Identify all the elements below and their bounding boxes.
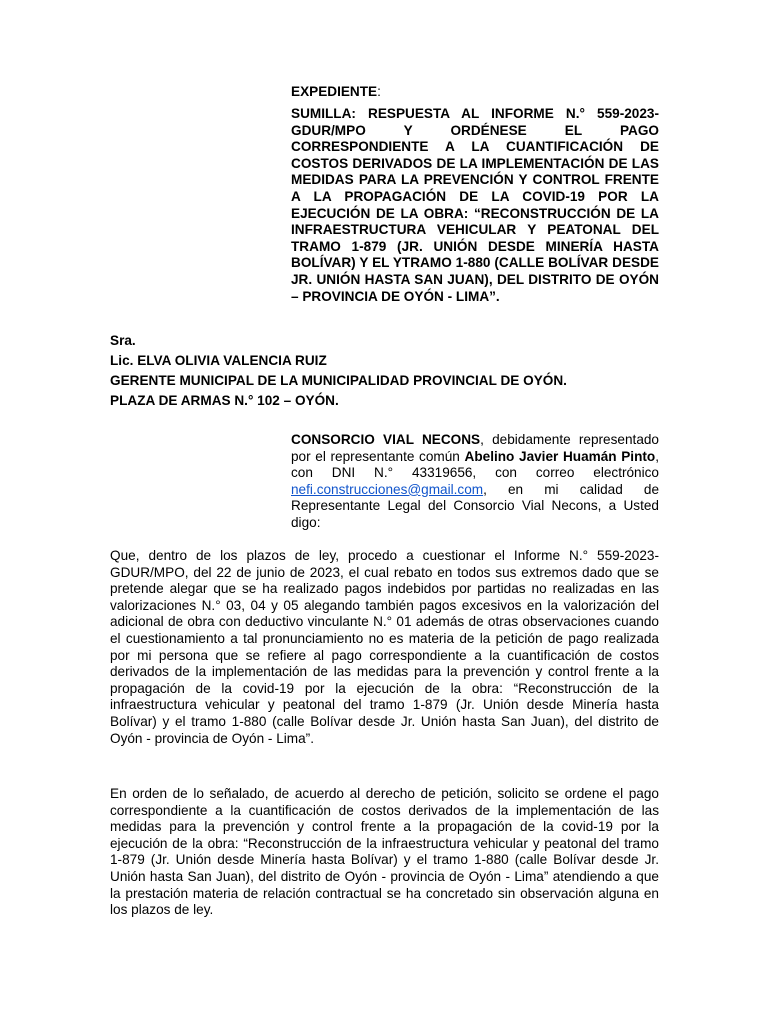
intro-text-2: , con DNI N.° 43319656, con correo electrónico [291,448,659,481]
expediente-label: EXPEDIENTE [291,84,378,99]
expediente-line [291,84,659,101]
addressee-salutation: Sra. [110,333,136,348]
addressee-address: PLAZA DE ARMAS N.° 102 – OYÓN. [110,393,339,408]
intro-text-3: , en mi calidad de Representante Legal del Consorcio Vial Necons, a Usted digo: [291,481,659,530]
company-name: CONSORCIO VIAL NECONS [291,432,481,447]
addressee-position: GERENTE MUNICIPAL DE LA MUNICIPALIDAD PROVINCIAL DE OYÓN. [110,373,567,388]
representative-name: Abelino Javier Huamán Pinto [464,448,656,464]
body-paragraph-2: En orden de lo señalado, de acuerdo al derecho de petición, solicito se ordene el pago correspondiente a la cuantificación de costos derivados de la implementación de las medidas para la prevención y control frente a la propagación de la covid-19 por la ejecución de la obra: “Reconstrucción de la infraestructura vehicular y peatonal del tramo 1-879 (Jr. Unión desde Minería hasta Bolívar) y el tramo 1-880 (calle Bolívar desde Jr. Unión hasta San Juan), del distrito de Oyón - provincia de Oyón - Lima” atendiendo a que la prestación materia de relación contractual se ha concretado sin observación alguna en los plazos de ley. [110,786,659,918]
addressee-block [110,331,670,411]
expediente-colon: : [377,84,381,99]
intro-text-1: , debidamente representado por el representante común [291,432,659,464]
email-link[interactable]: nefi.construcciones@gmail.com [291,481,484,497]
body-paragraph-1: Que, dentro de los plazos de ley, procedo a cuestionar el Informe N.° 559-2023-GDUR/MPO, del 22 de junio de 2023, el cual rebato en todos sus extremos dado que se pretende alegar que se ha realizado pagos indebidos por partidas no realizadas en las valorizaciones N.° 03, 04 y 05 alegando también pagos excesivos en la valorización del adicional de obra con deductivo vinculante N.° 01 además de otras observaciones cuando el cuestionamiento a tal pronunciamiento no es materia de la petición de pago realizada por mi persona que se refiere al pago correspondiente a la cuantificación de costos derivados de la implementación de las medidas para la prevención y control frente a la propagación de la covid-19 por la ejecución de la obra: “Reconstrucción de la infraestructura vehicular y peatonal del tramo 1-879 (Jr. Unión desde Minería hasta Bolívar) y el tramo 1-880 (calle Bolívar desde Jr. Unión hasta San Juan), del distrito de Oyón - provincia de Oyón - Lima”. [110,548,659,746]
addressee-name: Lic. ELVA OLIVIA VALENCIA RUIZ [110,353,327,368]
intro-paragraph [291,432,659,532]
sumilla-text: SUMILLA: RESPUESTA AL INFORME N.° 559-2023-GDUR/MPO Y ORDÉNESE EL PAGO CORRESPONDIENTE A LA CUANTIFICACIÓN DE COSTOS DERIVADOS DE LA IMPLEMENTACIÓN DE LAS MEDIDAS PARA LA PREVENCIÓN Y CONTROL FRENTE A LA PROPAGACIÓN DE LA COVID-19 POR LA EJECUCIÓN DE LA OBRA: “RECONSTRUCCIÓN DE LA INFRAESTRUCTURA VEHICULAR Y PEATONAL DEL TRAMO 1-879 (JR. UNIÓN DESDE MINERÍA HASTA BOLÍVAR) Y EL YTRAMO 1-880 (CALLE BOLÍVAR DESDE JR. UNIÓN HASTA SAN JUAN), DEL DISTRITO DE OYÓN – PROVINCIA DE OYÓN - LIMA”. [291,106,659,304]
